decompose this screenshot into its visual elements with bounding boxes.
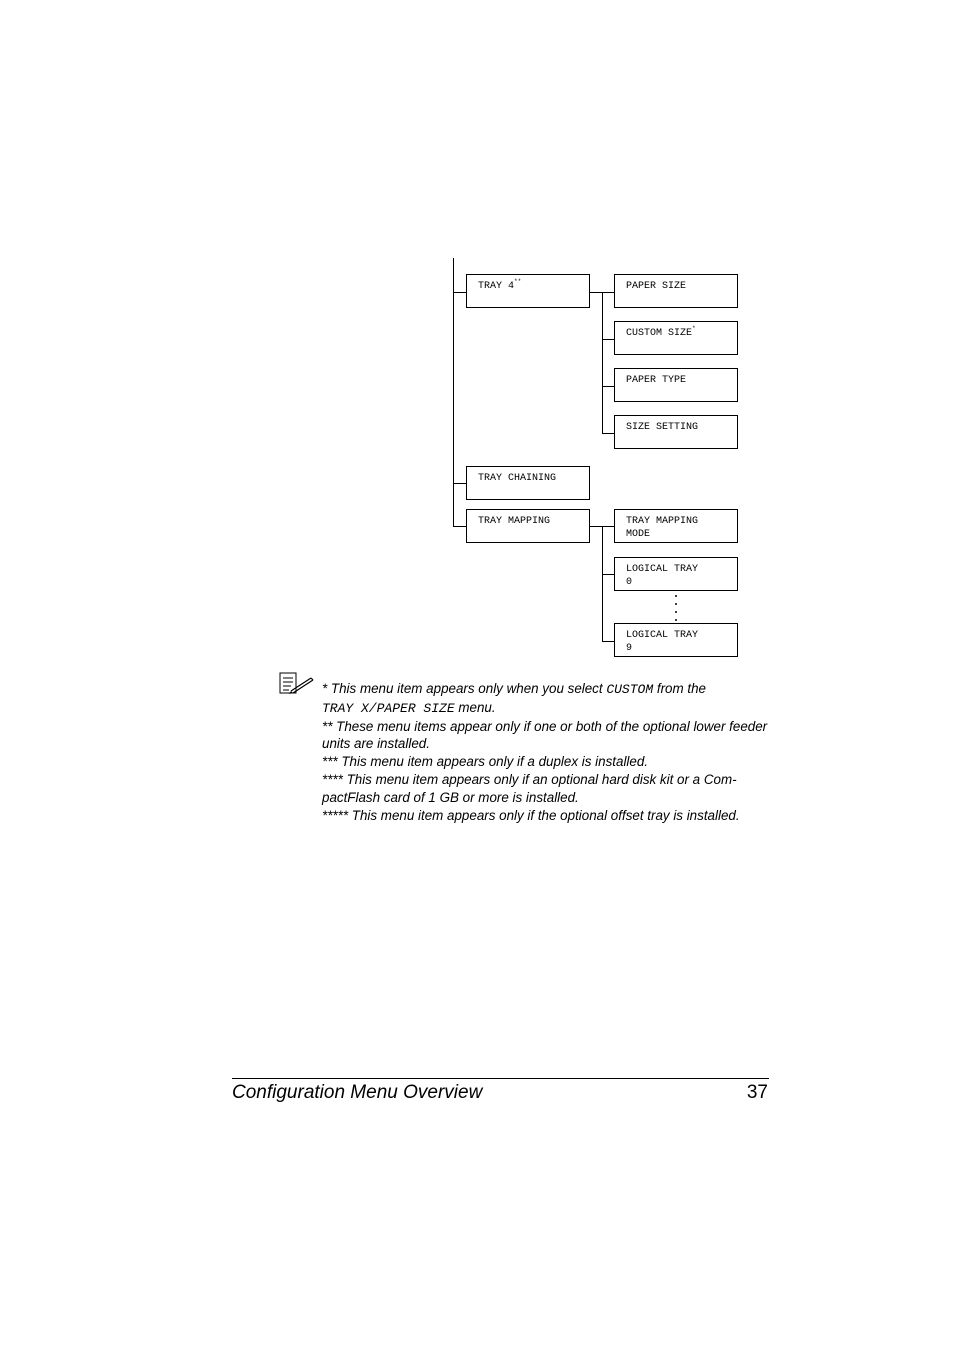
footnote-5: ***** This menu item appears only if the optional offset tray is installed. [322,807,740,823]
menu-box-custom-size [614,321,738,355]
menu-label-logical-tray-9: LOGICAL TRAY 9 [626,630,699,654]
footnote-1-text: from the [653,681,706,696]
connector-size-setting [602,433,614,434]
footnote-2: ** These menu items appear only if one or both of the optional lower feeder units are installed. [322,718,768,752]
footnote-mark: ** [514,278,522,285]
connector-paper-type [602,386,614,387]
menu-label-size-setting: SIZE SETTING [626,422,699,433]
menu-box-logical-tray-0 [614,557,738,591]
menu-label-custom-size: CUSTOM SIZE [626,328,693,339]
menu-label-tray4: TRAY 4 [478,281,515,292]
tree-main-trunk [453,258,454,526]
footnote-3: *** This menu item appears only if a duplex is installed. [322,754,649,770]
menu-box-paper-type [614,368,738,402]
menu-label-tray-mapping: TRAY MAPPING [478,516,551,527]
footnotes [322,680,774,824]
page-number: 37 [746,1082,768,1103]
ellipsis-dot [675,619,677,621]
code-tray-paper-size: TRAY X/PAPER SIZE [322,700,455,716]
note-pencil-icon [279,672,315,696]
menu-label-tray-chaining: TRAY CHAINING [478,473,557,484]
connector-logical-tray-0 [602,574,614,575]
tray4-subtree-trunk [602,292,603,433]
connector-tray-mapping [453,526,466,527]
menu-box-paper-size [614,274,738,308]
connector-custom-size [602,339,614,340]
code-custom: CUSTOM [606,682,654,697]
ellipsis-dot [675,611,677,613]
footnote-4: **** This menu item appears only if an optional hard disk kit or a Com-pactFlash card of 1 GB or more is installed. [322,771,737,805]
tray-mapping-subtree-trunk [602,526,603,641]
connector-logical-tray-9 [602,641,614,642]
footer-title: Configuration Menu Overview [232,1082,483,1103]
menu-box-logical-tray-9 [614,623,738,657]
menu-label-logical-tray-0: LOGICAL TRAY 0 [626,564,699,588]
footnote-mark: * [692,325,696,332]
footnote-1-text: menu. [454,699,496,715]
menu-box-tray-mapping-mode [614,509,738,543]
menu-label-paper-size: PAPER SIZE [626,281,687,292]
connector-tray4 [453,292,466,293]
ellipsis-dot [675,595,677,597]
ellipsis-dot [675,603,677,605]
footnote-1-text: * This menu item appears only when you select [322,681,607,696]
menu-box-tray4 [466,274,590,308]
menu-box-size-setting [614,415,738,449]
menu-box-tray-mapping [466,509,590,543]
footnote-1 [322,680,774,718]
footer-rule [232,1078,769,1079]
connector-tray-chaining [453,483,466,484]
menu-label-paper-type: PAPER TYPE [626,375,687,386]
menu-box-tray-chaining [466,466,590,500]
menu-label-tray-mapping-mode: TRAY MAPPING MODE [626,516,699,540]
